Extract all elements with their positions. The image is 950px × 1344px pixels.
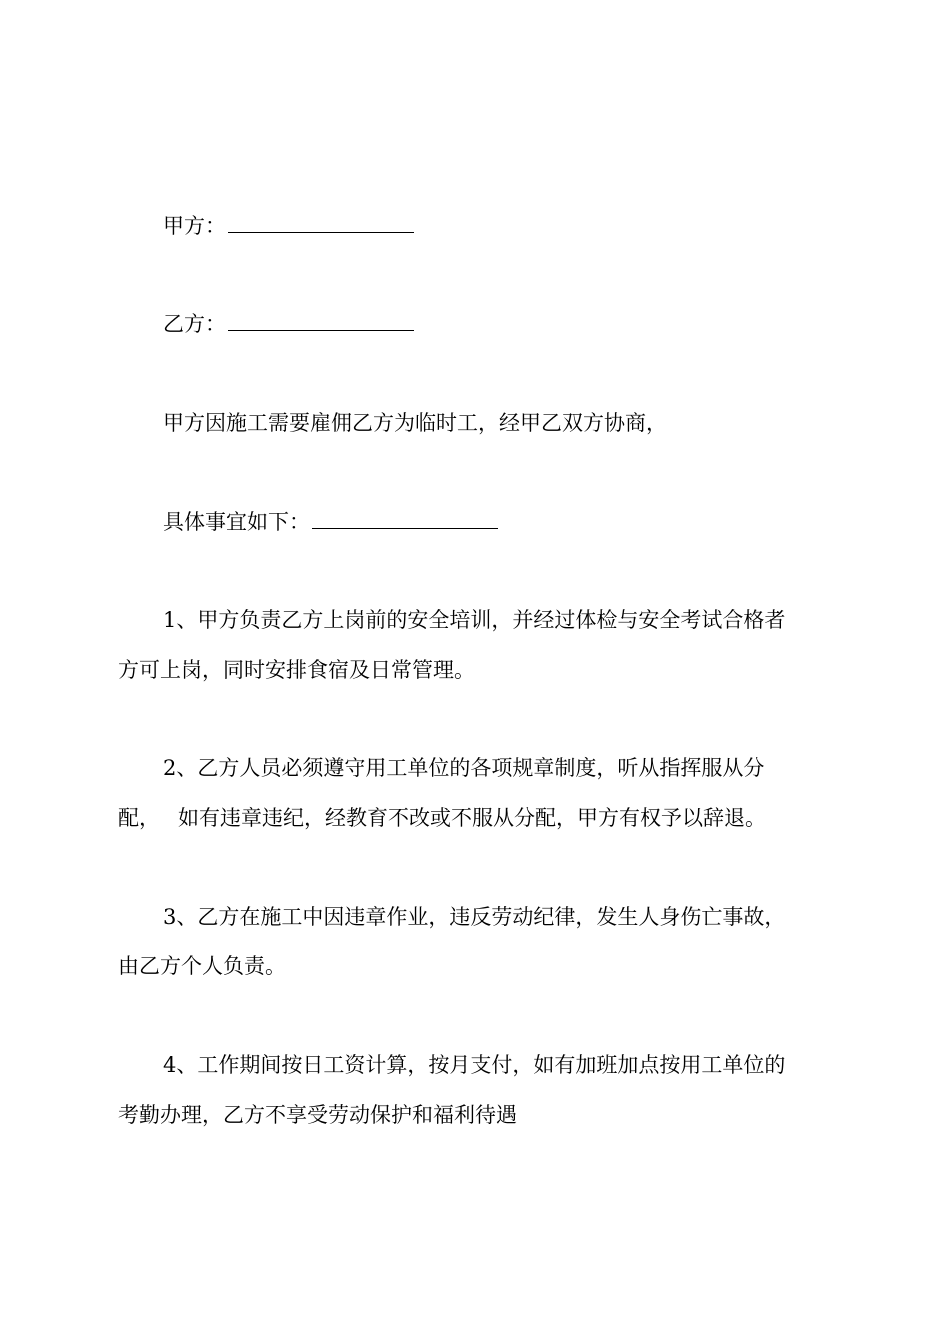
clause-2-line-2-rest: 如有违章违纪，经教育不改或不服从分配，甲方有权予以辞退。 (178, 806, 766, 830)
clause-3-line-2: 由乙方个人负责。 (118, 954, 286, 978)
party-b-line (163, 310, 883, 338)
party-a-label: 甲方： (163, 214, 226, 238)
party-a-line (163, 212, 883, 240)
details-blank (312, 510, 498, 529)
clause-1-line-1: 1、甲方负责乙方上岗前的安全培训，并经过体检与安全考试合格者 (163, 608, 786, 632)
clause-2-line-2 (118, 804, 838, 832)
details-line (163, 508, 883, 536)
party-b-label: 乙方： (163, 312, 226, 336)
clause-3-line-1: 3、乙方在施工中因违章作业，违反劳动纪律，发生人身伤亡事故， (163, 905, 786, 929)
intro-paragraph: 甲方因施工需要雇佣乙方为临时工，经甲乙双方协商， (163, 411, 667, 435)
clause-1-line-2: 方可上岗，同时安排食宿及日常管理。 (118, 658, 475, 682)
clause-4-line-2: 考勤办理，乙方不享受劳动保护和福利待遇 (118, 1103, 517, 1127)
clause-2-line-2-start: 配， (118, 806, 160, 830)
details-label: 具体事宜如下： (163, 510, 310, 534)
party-a-blank (228, 214, 414, 233)
party-b-blank (228, 312, 414, 331)
clause-4-line-1: 4、工作期间按日工资计算，按月支付，如有加班加点按用工单位的 (163, 1053, 786, 1077)
clause-2-line-1: 2、乙方人员必须遵守用工单位的各项规章制度，听从指挥服从分 (163, 756, 765, 780)
